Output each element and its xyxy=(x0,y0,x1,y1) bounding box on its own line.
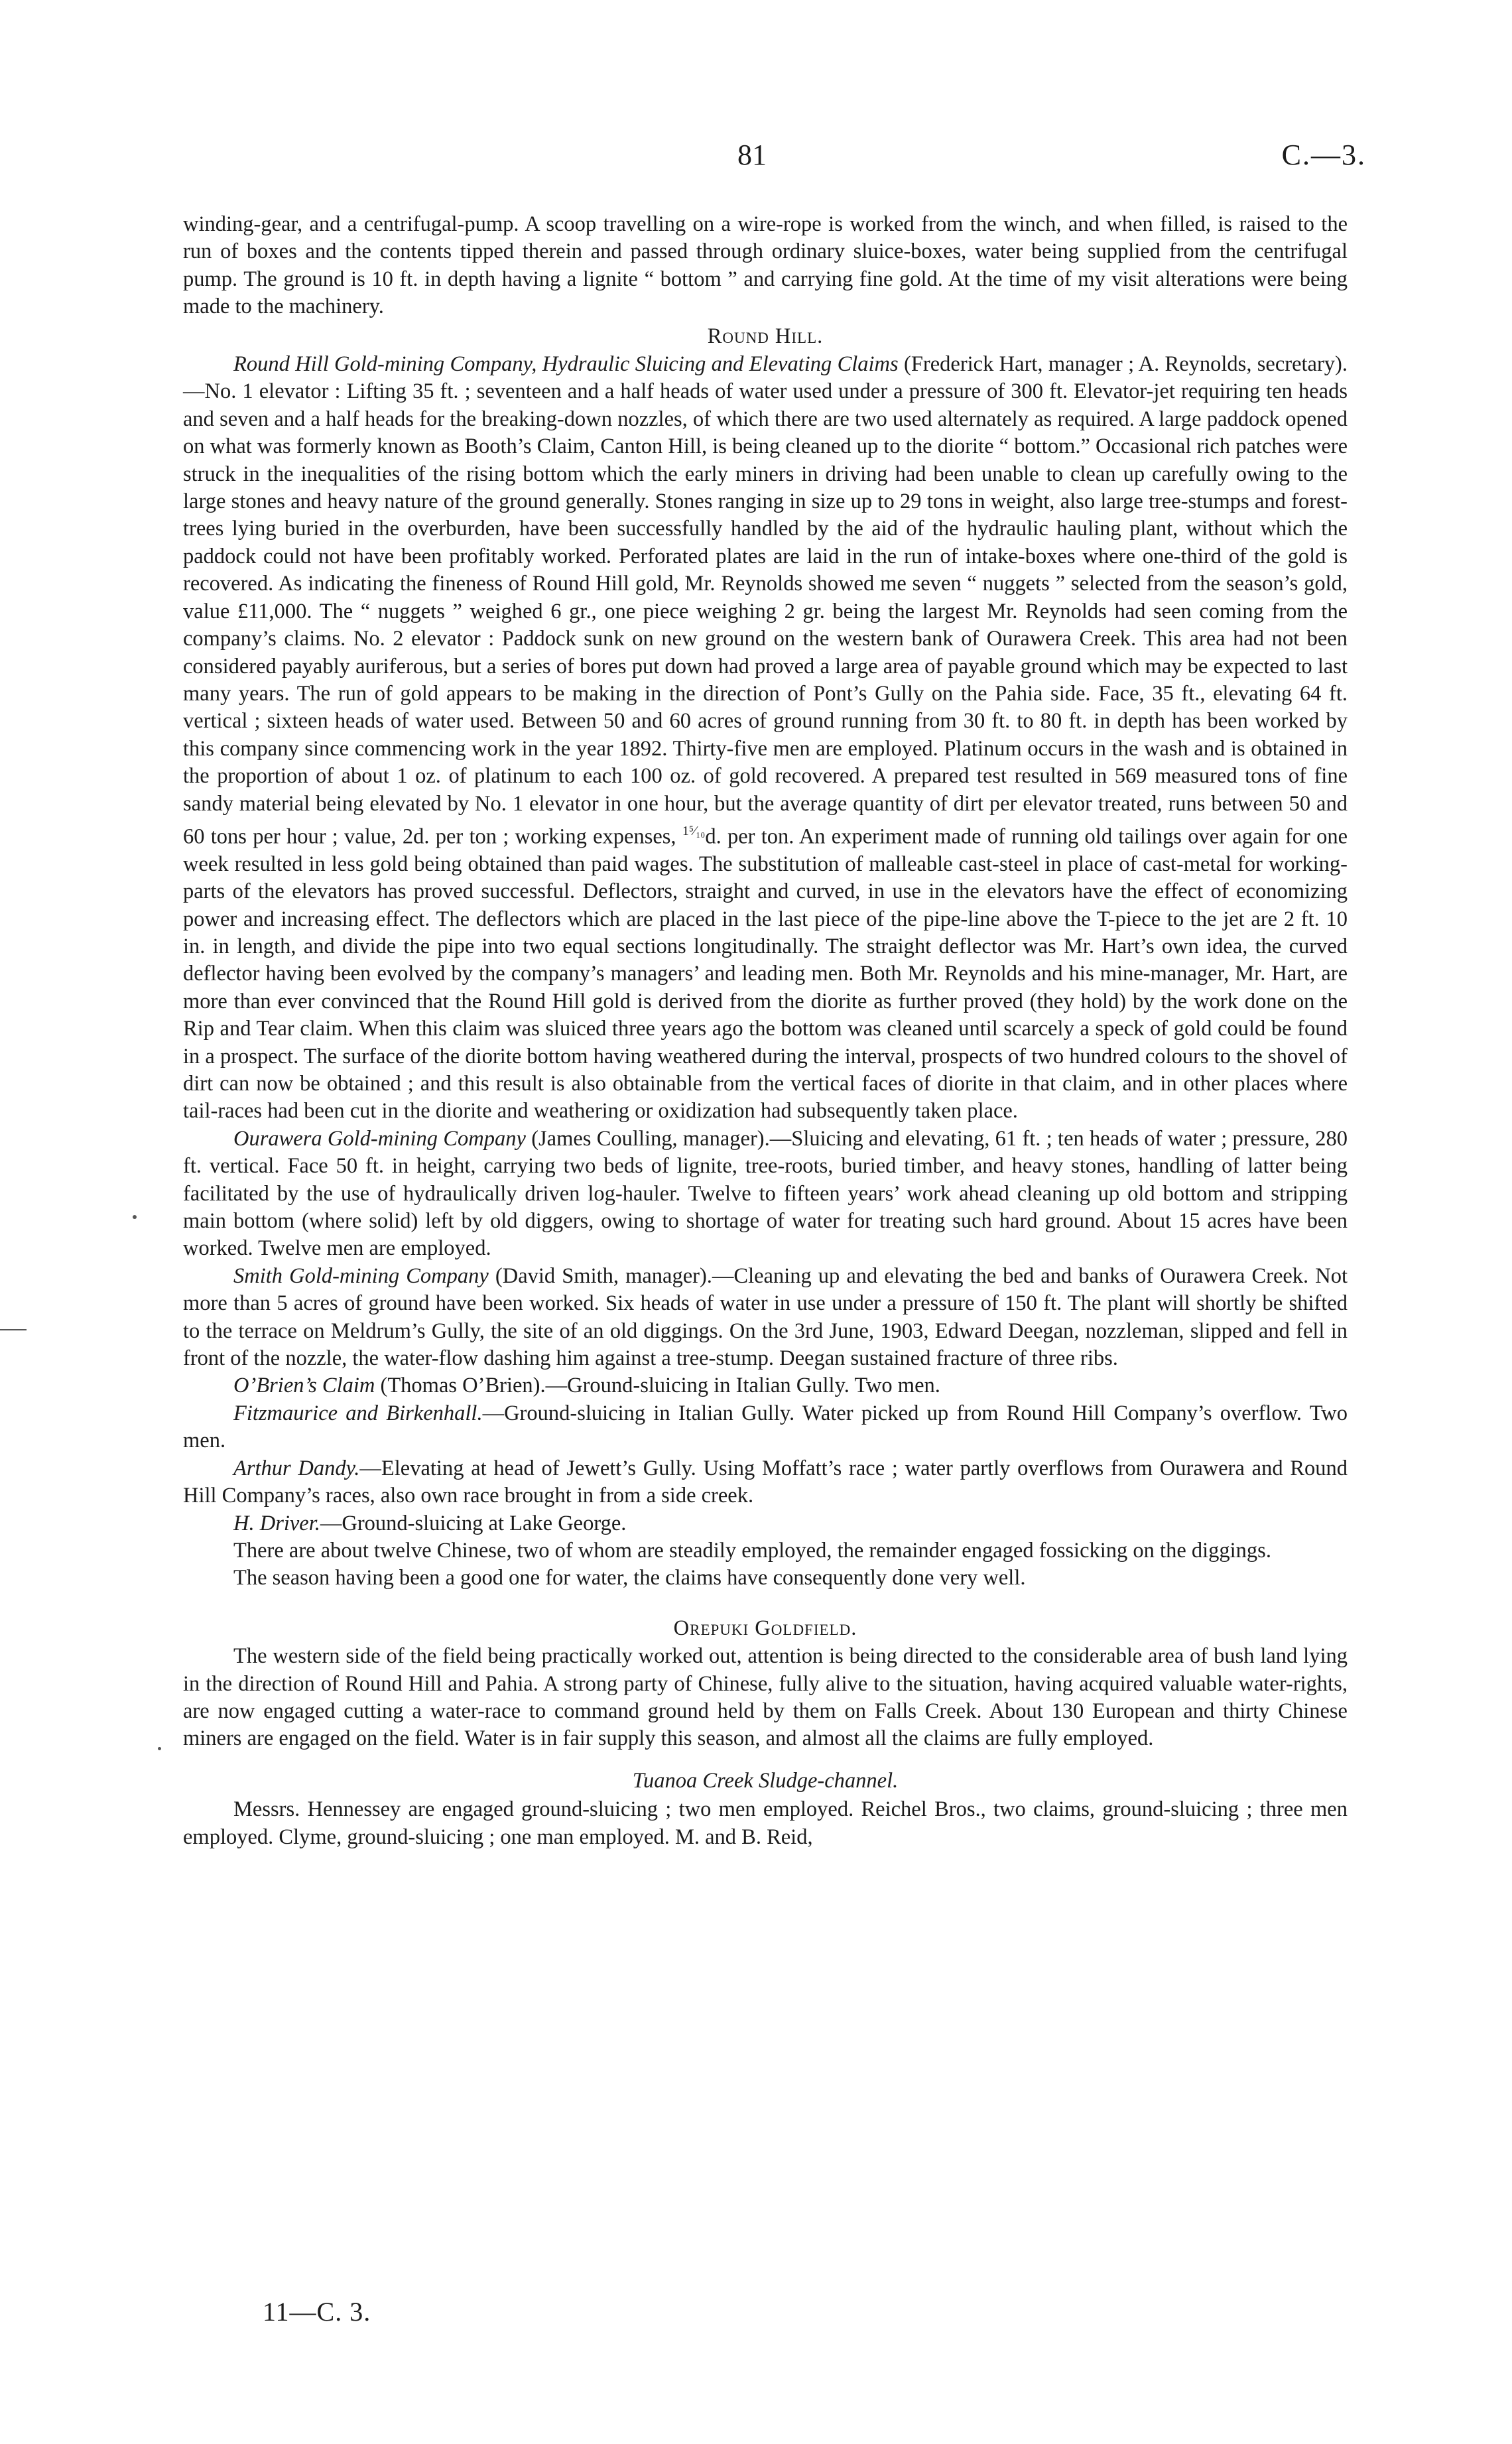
page-number: 81 xyxy=(737,139,767,171)
document-body xyxy=(183,211,1348,1851)
claim-name: Round Hill Gold-mining Company, Hydraulic Sluicing and Elevating Claims xyxy=(233,352,899,377)
paragraph xyxy=(183,211,1348,321)
claim-name: Ourawera Gold-mining Company xyxy=(233,1126,526,1151)
paragraph xyxy=(183,1126,1348,1263)
margin-dot xyxy=(133,1215,137,1219)
paragraph-text: (James Coulling, manager).—Sluicing and elevating, 61 ft. ; ten heads of water ; pressure, 280 ft. vertical. Face 50 ft. in height, carrying two beds of lignite, tree-roots, buried timber, and heavy stones, handling of latter being facilitated by the use of hydraulically driven log-hauler. Twelve to fifteen years’ work ahead cleaning up old bottom and stripping main bottom (where solid) left by old diggers, owing to shortage of water for treating such hard ground. About 15 acres have been worked. Twelve men are employed. xyxy=(183,1126,1348,1261)
paragraph xyxy=(183,1263,1348,1373)
claim-name: Fitzmaurice and Birkenhall. xyxy=(233,1401,483,1425)
paragraph xyxy=(183,1455,1348,1510)
section-heading: Round Hill. xyxy=(707,324,824,348)
paragraph-text: (Frederick Hart, manager ; A. Reynolds, secretary).—No. 1 elevator : Lifting 35 ft. ; seventeen and a half heads of water used under a pressure of 300 ft. Elevator-jet requiring ten heads and seven and a half heads for the breaking-down nozzles, of which there are two used alternately as required. A large paddock opened on what was formerly known as Booth’s Claim, Canton Hill, is being cleaned up to the diorite “ bottom.” Occasional rich patches were struck in the inequalities of the rising bottom which the early miners in driving had been unable to clean up carefully owing to the large stones and heavy nature of the ground generally. Stones ranging in size up to 29 tons in weight, also large tree-stumps and forest-trees lying buried in the overburden, have been successfully handled by the aid of the hydraulic hauling plant, without which the paddock could not have been profitably worked. Perforated plates are laid in the run of intake-boxes where one-third of the gold is recovered. As indicating the fineness of Round Hill gold, Mr. Reynolds showed me seven “ nuggets ” selected from the season’s gold, value £11,000. The “ nuggets ” weighed 6 gr., one piece weighing 2 gr. being the largest Mr. Reynolds had seen coming from the company’s claims. No. 2 elevator : Paddock sunk on new ground on the western bank of Ourawera Creek. This area had not been considered payably auriferous, but a series of bores put down had proved a large area of payable ground which may be expected to last many years. The run of gold appears to be making in the direction of Pont’s Gully on the Pahia side. Face, 35 ft., elevating 64 ft. vertical ; sixteen heads of water used. Between 50 and 60 acres of ground running from 30 ft. to 80 ft. in depth has been worked by this company since commencing work in the year 1892. Thirty-five men are employed. Platinum occurs in the wash and is obtained in the proportion of about 1 oz. of platinum to each 100 oz. of gold recovered. A prepared test resulted in 569 measured tons of fine sandy material being elevated by No. 1 elevator in one hour, but the average quantity of dirt per elevator treated, runs between 50 and 60 tons per hour ; value, 2d. per ton ; working expenses, xyxy=(183,352,1348,849)
section-heading: Orepuki Goldfield. xyxy=(673,1616,857,1640)
paragraph-text: The season having been a good one for water, the claims have consequently done very well. xyxy=(233,1566,1026,1590)
margin-dot xyxy=(158,1747,161,1750)
paragraph xyxy=(183,1643,1348,1753)
paragraph-text: —Ground-sluicing at Lake George. xyxy=(320,1511,627,1535)
paragraph-text: Messrs. Hennessey are engaged ground-sluicing ; two men employed. Reichel Bros., two claims, ground-sluicing ; three men employed. Clyme, ground-sluicing ; one man employed. M. and B. Reid, xyxy=(183,1797,1348,1849)
paragraph-text: (David Smith, manager).—Cleaning up and elevating the bed and banks of Ourawera Creek. Not more than 5 acres of ground have been worked. Six heads of water in use under a pressure of 150 ft. The plant will shortly be shifted to the terrace on Meldrum’s Gully, the site of an old diggings. On the 3rd June, 1903, Edward Deegan, nozzleman, slipped and fell in front of the nozzle, the water-flow dashing him against a tree-stump. Deegan sustained fracture of three ribs. xyxy=(183,1263,1348,1371)
fraction: 1⁵⁄₁₀ xyxy=(682,823,706,838)
paragraph xyxy=(183,1796,1348,1851)
section-subheading: Tuanoa Creek Sludge-channel. xyxy=(632,1768,899,1793)
sheet-signature: 11—C. 3. xyxy=(263,2297,371,2327)
paragraph xyxy=(183,351,1348,1126)
paragraph-text: (Thomas O’Brien).—Ground-sluicing in Italian Gully. Two men. xyxy=(375,1374,940,1398)
paragraph-text: d. per ton. An experiment made of running old tailings over again for one week resulted in less gold being obtained than paid wages. The substitution of malleable cast-steel in place of cast-metal for working-parts of the elevators has proved successful. Deflectors, straight and curved, in use in the elevators have the effect of economizing power and increasing effect. The deflectors which are placed in the last piece of the pipe-line above the T-piece to the jet are 2 ft. 10 in. in length, and divide the pipe into two equal sections longitudinally. The straight deflector was Mr. Hart’s own idea, the curved deflector having been evolved by the company’s managers’ and leading men. Both Mr. Reynolds and his mine-manager, Mr. Hart, are more than ever convinced that the Round Hill gold is derived from the diorite as further proved (they hold) by the work done on the Rip and Tear claim. When this claim was sluiced three years ago the bottom was cleaned until scarcely a speck of gold could be found in a prospect. The surface of the diorite bottom having weathered during the interval, prospects of two hundred colours to the shovel of dirt can now be obtained ; and this result is also obtainable from the vertical faces of diorite in that claim, and in other places where tail-races had been cut in the diorite and weathering or oxidization had subsequently taken place. xyxy=(183,824,1348,1124)
paragraph-text: There are about twelve Chinese, two of whom are steadily employed, the remainder engaged fossicking on the diggings. xyxy=(233,1538,1271,1563)
paragraph xyxy=(183,1565,1348,1592)
page-header xyxy=(0,138,1512,178)
paragraph xyxy=(183,1510,1348,1537)
paragraph-text: The western side of the field being practically worked out, attention is being directed to the considerable area of bush land lying in the direction of Round Hill and Pahia. A strong party of Chinese, fully alive to the situation, having acquired valuable water-rights, are now engaged cutting a water-race to command ground held by them on Falls Creek. About 130 European and thirty Chinese miners are engaged on the field. Water is in fair supply this season, and almost all the claims are fully employed. xyxy=(183,1644,1348,1751)
paragraph xyxy=(183,1537,1348,1565)
paragraph-text: winding-gear, and a centrifugal-pump. A scoop travelling on a wire-rope is worked from the winch, and when filled, is raised to the run of boxes and the contents tipped therein and passed through ordinary sluice-boxes, water being supplied from the centrifugal pump. The ground is 10 ft. in depth having a lignite “ bottom ” and carrying fine gold. At the time of my visit alterations were being made to the machinery. xyxy=(183,212,1348,319)
claim-name: O’Brien’s Claim xyxy=(233,1374,375,1398)
claim-name: H. Driver. xyxy=(233,1511,320,1535)
claim-name: Arthur Dandy. xyxy=(233,1456,360,1480)
paragraph xyxy=(183,1372,1348,1399)
paragraph xyxy=(183,1400,1348,1455)
document-code: C.—3. xyxy=(1281,139,1366,171)
paragraph-text: —Elevating at head of Jewett’s Gully. Using Moffatt’s race ; water partly overflows from Ourawera and Round Hill Company’s races, also own race brought in from a side creek. xyxy=(183,1456,1348,1508)
claim-name: Smith Gold-mining Company xyxy=(233,1263,489,1288)
paragraph-text: —Ground-sluicing in Italian Gully. Water picked up from Round Hill Company’s overflow. Two men. xyxy=(183,1401,1348,1453)
margin-mark xyxy=(0,1329,27,1330)
